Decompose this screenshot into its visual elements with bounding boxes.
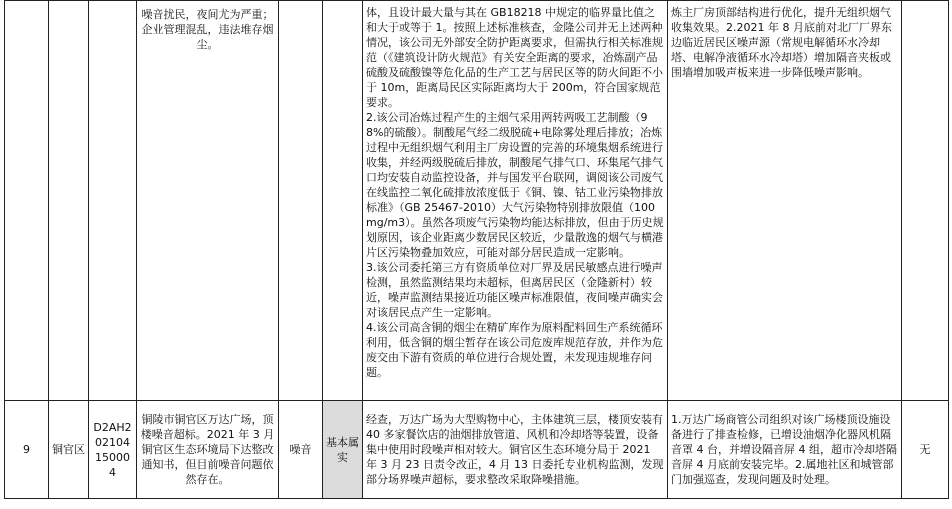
investigation-paragraph-1: 体，且设计最大量与其在 GB18218 中规定的临界量比值之和大于或等于 1。按照上述标准核查，金隆公司并无上述两种情况，该公司无外部安全防护距离要求，但需执行相关标准规范（《建筑设计防火规范》有关安全距离的要求，冶炼副产品硫酸及硫酸镍等危化品的生产工艺与居民区等的防火间距不小于 10m，距离局民区实际距离均大于 200m，符合国家规范要求。: [366, 6, 663, 109]
cell-issue: 铜陵市铜官区万达广场，顶楼噪音超标。2021 年 3 月铜官区生态环境局下达整改通知书，但目前噪音问题依然存在。: [137, 401, 279, 499]
cell-code: [89, 1, 137, 401]
cell-investigation: 经查，万达广场为大型购物中心，主体建筑三层，楼顶安装有 40 多家餐饮店的油烟排放管道、风机和冷却塔等装置，设备集中使用时段噪声相对较大。铜官区生态环境分局于 2021 年 3 月 23 日责令改正，4 月 13 日委托专业机构监测，发现部分场界噪声超标，要求整改采取降噪措施。: [363, 401, 668, 499]
investigation-paragraph-2: 2.该公司冶炼过程产生的主烟气采用两转两吸工艺制酸（98%的硫酸）。制酸尾气经二级脱硫+电除雾处理后排放；冶炼过程中无组织烟气利用主厂房设置的完善的环境集烟系统进行收集，并经两级脱硫后排放，制酸尾气排气口、环集尾气排气口均安装自动监控设备，并与国发平台联网，调阅该公司废气在线监控二氧化硫排放浓度低于《铜、镍、钴工业污染物排放标准》（GB 25467-2010）大气污染物特别排放限值（100mg/m3）。虽然各项废气污染物均能达标排放，但由于历史规划原因，该企业距离少数居民区较近，少量散逸的烟气与横港片区污染物叠加效应，可能对部分居民造成一定影响。: [366, 111, 664, 259]
cell-result: 炼主厂房顶部结构进行优化，提升无组织烟气收集效果。2.2021 年 8 月底前对北厂厂界东边临近居民区噪声源（常规电解循环水冷却塔、电解净液循环水冷却塔）增加隔音夹板或围墙增加吸声板来进一步降低噪声影响。: [668, 1, 902, 401]
cell-code: D2AH20210415000 4: [89, 401, 137, 499]
complaint-table: [4, 0, 949, 499]
cell-district: 铜官区: [49, 401, 89, 499]
investigation-paragraph-4: 4.该公司高含铜的烟尘在精矿库作为原料配料回生产系统循环利用，低含铜的烟尘暂存在该公司危废库规范存放，并作为危废交由下游有资质的单位进行合规处置，未发现违规堆存问题。: [366, 321, 663, 379]
cell-type: 噪音: [279, 401, 323, 499]
table-row: [5, 1, 949, 401]
cell-no: [5, 1, 49, 401]
cell-investigation: [363, 1, 668, 401]
cell-result: 1.万达广场商管公司组织对该广场楼顶设施设备进行了排查检修，已增设油烟净化器风机隔音罩 4 台，并增设隔音屏 4 组，超市冷却塔隔音屏 4 月底前安装完毕。2.属地社区和城管部门加强巡查，发现问题及时处理。: [668, 401, 902, 499]
table-row: [5, 401, 949, 499]
investigation-paragraph-3: 3.该公司委托第三方有资质单位对厂界及居民敏感点进行噪声检测，虽然监测结果均未超标，但离居民区（金隆新村）较近，噪声监测结果接近功能区噪声标准限值，夜间噪声确实会对该居民点产生一定影响。: [366, 261, 663, 319]
cell-type: [279, 1, 323, 401]
cell-district: [49, 1, 89, 401]
cell-accountability: 无: [902, 401, 949, 499]
cell-accountability: [902, 1, 949, 401]
cell-category: 基本属实: [323, 401, 363, 499]
cell-issue: 噪音扰民，夜间尤为严重；企业管理混乱，违法堆存烟尘。: [137, 1, 279, 401]
cell-no: 9: [5, 401, 49, 499]
cell-category: [323, 1, 363, 401]
